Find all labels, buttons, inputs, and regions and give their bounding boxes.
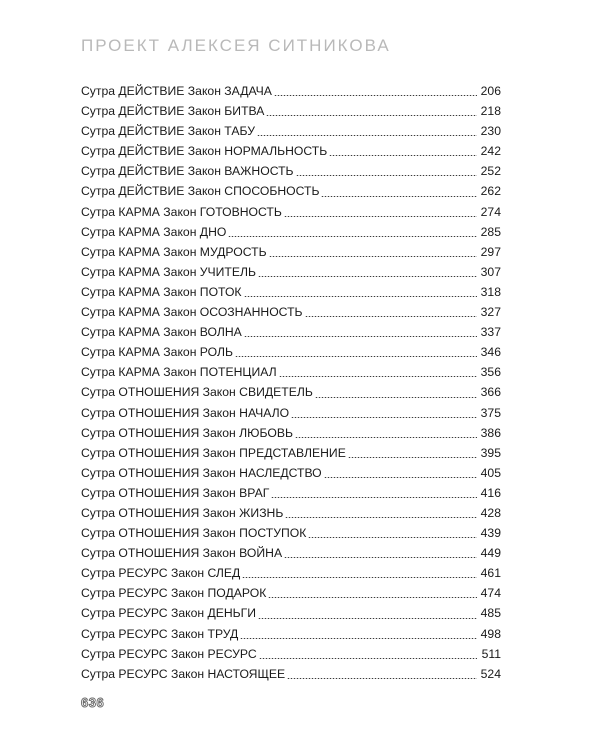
toc-entry-page-number: 485 bbox=[480, 606, 501, 621]
toc-entry bbox=[81, 101, 501, 121]
toc-entry-title: Сутра ОТНОШЕНИЯ Закон ПОСТУПОК bbox=[81, 526, 307, 541]
toc-entry-title: Сутра ОТНОШЕНИЯ Закон ПРЕДСТАВЛЕНИЕ bbox=[81, 445, 346, 460]
toc-entry bbox=[81, 423, 501, 443]
toc-entry-page-number: 395 bbox=[480, 445, 501, 460]
toc-entry-title: Сутра РЕСУРС Закон НАСТОЯЩЕЕ bbox=[81, 666, 286, 681]
toc-dot-leader bbox=[244, 296, 477, 297]
toc-entry-page-number: 524 bbox=[480, 666, 501, 681]
toc-entry-page-number: 449 bbox=[480, 546, 501, 561]
toc-dot-leader bbox=[305, 316, 477, 317]
toc-dot-leader bbox=[244, 336, 477, 337]
toc-entry-page-number: 262 bbox=[480, 184, 501, 199]
toc-entry-page-number: 206 bbox=[480, 84, 501, 98]
toc-entry bbox=[81, 161, 501, 181]
toc-entry bbox=[81, 483, 501, 503]
toc-dot-leader bbox=[271, 497, 477, 498]
toc-entry-title: Сутра ДЕЙСТВИЕ Закон ТАБУ bbox=[81, 124, 255, 139]
toc-dot-leader bbox=[268, 597, 477, 598]
toc-entry bbox=[81, 181, 501, 201]
toc-entry bbox=[81, 242, 501, 262]
toc-entry bbox=[81, 322, 501, 342]
toc-dot-leader bbox=[235, 356, 477, 357]
toc-entry-title: Сутра ОТНОШЕНИЯ Закон НАЧАЛО bbox=[81, 405, 290, 420]
toc-entry-title: Сутра КАРМА Закон РОЛЬ bbox=[81, 345, 234, 360]
toc-entry bbox=[81, 664, 501, 684]
toc-entry-title: Сутра РЕСУРС Закон ПОДАРОК bbox=[81, 586, 267, 601]
toc-entry-title: Сутра ОТНОШЕНИЯ Закон ВОЙНА bbox=[81, 546, 283, 561]
toc-entry bbox=[81, 563, 501, 583]
toc-entry bbox=[81, 624, 501, 644]
toc-dot-leader bbox=[269, 256, 477, 257]
toc-entry-title: Сутра РЕСУРС Закон ДЕНЬГИ bbox=[81, 606, 257, 621]
toc-entry bbox=[81, 583, 501, 603]
toc-dot-leader bbox=[228, 236, 477, 237]
toc-entry-page-number: 356 bbox=[480, 365, 501, 380]
toc-entry-title: Сутра КАРМА Закон ДНО bbox=[81, 224, 227, 239]
toc-entry-page-number: 307 bbox=[480, 264, 501, 279]
toc-entry-title: Сутра РЕСУРС Закон ТРУД bbox=[81, 626, 239, 641]
toc-entry bbox=[81, 443, 501, 463]
toc-entry-page-number: 366 bbox=[480, 385, 501, 400]
toc-dot-leader bbox=[296, 175, 477, 176]
toc-dot-leader bbox=[266, 115, 477, 116]
toc-entry bbox=[81, 382, 501, 402]
toc-dot-leader bbox=[329, 155, 477, 156]
toc-entry-title: Сутра КАРМА Закон ОСОЗНАННОСТЬ bbox=[81, 305, 303, 320]
toc-entry-page-number: 274 bbox=[480, 204, 501, 219]
toc-entry-title: Сутра ДЕЙСТВИЕ Закон СПОСОБНОСТЬ bbox=[81, 184, 320, 199]
toc-entry bbox=[81, 342, 501, 362]
toc-dot-leader bbox=[240, 638, 477, 639]
toc-entry-title: Сутра ДЕЙСТВИЕ Закон ЗАДАЧА bbox=[81, 84, 272, 98]
toc-dot-leader bbox=[258, 618, 477, 619]
toc-entry-title: Сутра ДЕЙСТВИЕ Закон НОРМАЛЬНОСТЬ bbox=[81, 144, 328, 159]
toc-entry-title: Сутра КАРМА Закон УЧИТЕЛЬ bbox=[81, 264, 257, 279]
toc-dot-leader bbox=[315, 397, 477, 398]
toc-dot-leader bbox=[291, 417, 477, 418]
table-of-contents bbox=[81, 81, 501, 684]
toc-dot-leader bbox=[242, 577, 477, 578]
toc-entry-page-number: 498 bbox=[480, 626, 501, 641]
toc-entry-page-number: 511 bbox=[481, 646, 501, 661]
toc-entry bbox=[81, 222, 501, 242]
toc-dot-leader bbox=[259, 658, 477, 659]
toc-entry-title: Сутра ОТНОШЕНИЯ Закон ЛЮБОВЬ bbox=[81, 425, 293, 440]
toc-dot-leader bbox=[258, 276, 477, 277]
toc-dot-leader bbox=[257, 135, 477, 136]
toc-entry-title: Сутра КАРМА Закон ВОЛНА bbox=[81, 325, 242, 340]
toc-entry-page-number: 461 bbox=[480, 566, 501, 581]
toc-dot-leader bbox=[284, 557, 477, 558]
toc-entry bbox=[81, 262, 501, 282]
toc-entry-title: Сутра КАРМА Закон МУДРОСТЬ bbox=[81, 244, 267, 259]
toc-entry-title: Сутра ОТНОШЕНИЯ Закон ВРАГ bbox=[81, 485, 270, 500]
toc-entry-page-number: 375 bbox=[480, 405, 501, 420]
page-number: 636 bbox=[81, 695, 105, 710]
toc-entry bbox=[81, 463, 501, 483]
toc-entry-title: Сутра ДЕЙСТВИЕ Закон БИТВА bbox=[81, 104, 265, 119]
toc-entry-page-number: 242 bbox=[480, 144, 501, 159]
toc-dot-leader bbox=[308, 537, 477, 538]
toc-entry bbox=[81, 523, 501, 543]
running-head: ПРОЕКТ АЛЕКСЕЯ СИТНИКОВА bbox=[81, 36, 391, 55]
toc-entry bbox=[81, 141, 501, 161]
toc-entry bbox=[81, 282, 501, 302]
toc-entry-title: Сутра КАРМА Закон ПОТОК bbox=[81, 284, 242, 299]
toc-dot-leader bbox=[285, 517, 477, 518]
toc-dot-leader bbox=[274, 95, 477, 96]
toc-entry-title: Сутра ОТНОШЕНИЯ Закон СВИДЕТЕЛЬ bbox=[81, 385, 313, 400]
toc-entry bbox=[81, 81, 501, 101]
toc-entry-page-number: 428 bbox=[480, 505, 501, 520]
toc-entry bbox=[81, 603, 501, 623]
toc-dot-leader bbox=[279, 376, 477, 377]
toc-entry-title: Сутра КАРМА Закон ГОТОВНОСТЬ bbox=[81, 204, 282, 219]
toc-entry bbox=[81, 543, 501, 563]
toc-entry-page-number: 416 bbox=[480, 485, 501, 500]
toc-entry-page-number: 386 bbox=[480, 425, 501, 440]
toc-dot-leader bbox=[348, 457, 477, 458]
toc-entry-page-number: 337 bbox=[480, 325, 501, 340]
toc-entry-page-number: 297 bbox=[480, 244, 501, 259]
toc-entry bbox=[81, 202, 501, 222]
toc-dot-leader bbox=[284, 216, 477, 217]
toc-entry-title: Сутра КАРМА Закон ПОТЕНЦИАЛ bbox=[81, 365, 277, 380]
toc-entry-page-number: 405 bbox=[480, 465, 501, 480]
toc-entry-page-number: 230 bbox=[480, 124, 501, 139]
toc-entry-title: Сутра РЕСУРС Закон РЕСУРС bbox=[81, 646, 257, 661]
toc-entry-title: Сутра ОТНОШЕНИЯ Закон НАСЛЕДСТВО bbox=[81, 465, 322, 480]
toc-entry bbox=[81, 362, 501, 382]
toc-entry bbox=[81, 644, 501, 664]
toc-entry-page-number: 327 bbox=[480, 305, 501, 320]
toc-entry bbox=[81, 403, 501, 423]
toc-entry-page-number: 318 bbox=[480, 284, 501, 299]
toc-entry-title: Сутра ОТНОШЕНИЯ Закон ЖИЗНЬ bbox=[81, 505, 284, 520]
toc-dot-leader bbox=[287, 678, 477, 679]
toc-dot-leader bbox=[295, 437, 477, 438]
toc-entry-page-number: 474 bbox=[480, 586, 501, 601]
toc-entry-page-number: 218 bbox=[480, 104, 501, 119]
toc-entry-title: Сутра ДЕЙСТВИЕ Закон ВАЖНОСТЬ bbox=[81, 164, 294, 179]
toc-entry-page-number: 346 bbox=[480, 345, 501, 360]
toc-entry bbox=[81, 503, 501, 523]
toc-dot-leader bbox=[324, 477, 477, 478]
toc-entry bbox=[81, 121, 501, 141]
toc-entry-page-number: 439 bbox=[480, 526, 501, 541]
toc-entry-page-number: 252 bbox=[480, 164, 501, 179]
toc-dot-leader bbox=[321, 196, 477, 197]
toc-entry-page-number: 285 bbox=[480, 224, 501, 239]
toc-entry-title: Сутра РЕСУРС Закон СЛЕД bbox=[81, 566, 241, 581]
toc-entry bbox=[81, 302, 501, 322]
